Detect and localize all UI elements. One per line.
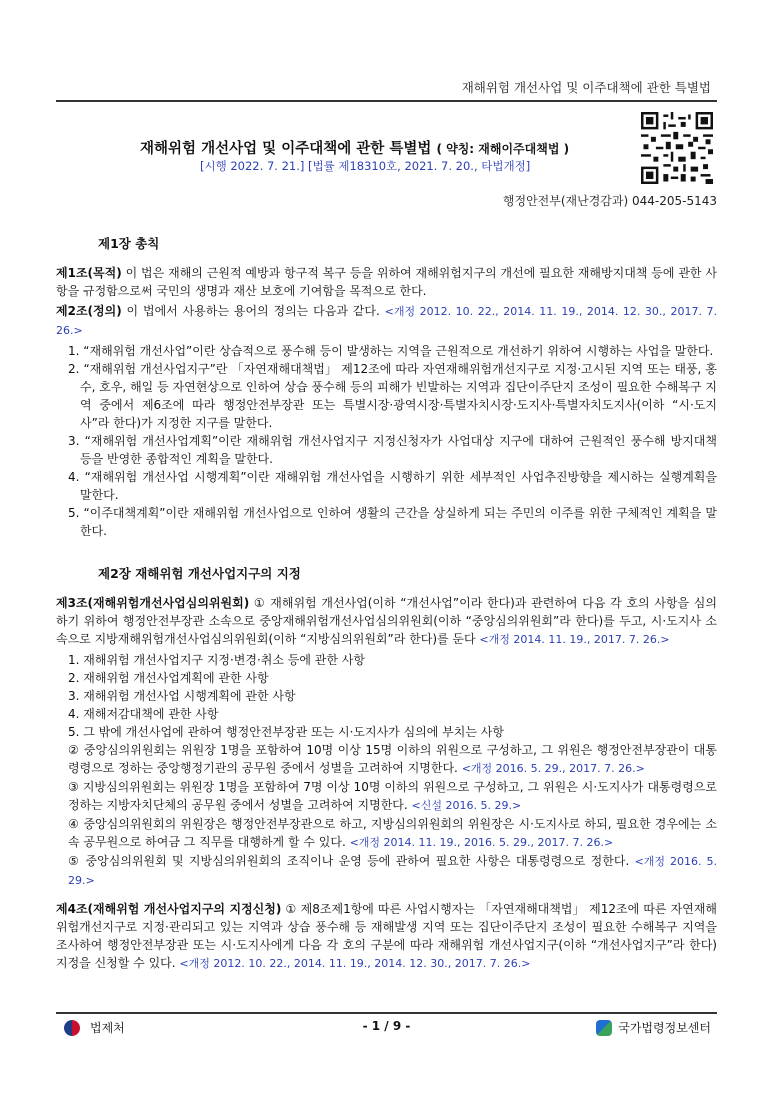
department-contact: 행정안전부(재난경감과) 044-205-5143 <box>502 194 717 208</box>
law-abbr: ( 약칭: 재해이주대책법 ) <box>436 142 570 156</box>
article-2-amend[interactable]: <개정 2012. 10. 22., 2014. 11. 19., 2014. 12. 30., 2017. 7. 26.> <box>56 305 717 337</box>
article-3-item: 5. 그 밖에 개선사업에 관하여 행정안전부장관 또는 시·도지사가 심의에 부치는 사항 <box>68 725 504 739</box>
article-3-item: 3. 재해위험 개선사업 시행계획에 관한 사항 <box>68 689 296 703</box>
article-4-amend[interactable]: <개정 2012. 10. 22., 2014. 11. 19., 2014. 12. 30., 2017. 7. 26.> <box>179 957 531 970</box>
footer-site: 국가법령정보센터 <box>618 1021 711 1035</box>
law-meta[interactable]: [시행 2022. 7. 21.] [법률 제18310호, 2021. 7. 20., 타법개정] <box>200 159 531 173</box>
article-2-item: 3. “재해위험 개선사업계획”이란 재해위험 개선사업지구 지정신청자가 사업대상 지구에 대하여 근원적인 풍수해 방지대책 등을 반영한 종합적인 계획을 말한다. <box>68 434 717 466</box>
article-3-p5-amend[interactable]: <개정 2016. 5. 29.> <box>68 855 718 887</box>
law-body <box>56 234 717 975</box>
article-1-text: 이 법은 재해의 근원적 예방과 항구적 복구 등을 위하여 재해위험지구의 개선에 필요한 재해방지대책 등에 관한 사항을 규정함으로써 국민의 생명과 재산 보호에 기여함을 목적으로 한다. <box>56 266 717 298</box>
article-3-p3-amend[interactable]: <신설 2016. 5. 29.> <box>411 799 522 812</box>
footer-rule <box>56 1012 717 1014</box>
article-2-item: 2. “재해위험 개선사업지구”란 「자연재해대책법」 제12조에 따라 자연재해위험개선지구로 지정·고시된 지역 또는 태풍, 홍수, 호우, 해일 등 자연현상으로 인하여 상습 풍수해 등의 피해가 빈발하는 지역과 집단이주단지 조성이 필요한 수해복구 지역 중에서 제6조에 따라 행정안전부장관 또는 특별시장·광역시장·특별자치시장·도지사·특별자치도지사(이하 “시·도지사”라 한다)가 지정한 지구를 말한다. <box>68 362 717 430</box>
article-3-paragraph-2: ② 중앙심의위원회는 위원장 1명을 포함하여 10명 이상 15명 이하의 위원으로 구성하고, 그 위원은 행정안전부장관이 대통령령으로 정하는 중앙행정기관의 공무원 중에서 성별을 고려하여 지명한다. <개정 2016. 5. 29., 2017. 7. 26.> <box>68 743 717 775</box>
article-1 <box>56 264 717 300</box>
article-4-head[interactable]: 제4조(재해위험 개선사업지구의 지정신청) <box>56 902 282 916</box>
article-3-paragraph-5: ⑤ 중앙심의위원회 및 지방심의위원회의 조직이나 운영 등에 관하여 필요한 사항은 대통령령으로 정한다. <개정 2016. 5. 29.> <box>68 854 718 887</box>
article-4-text: ① 제8조제1항에 따른 사업시행자는 「자연재해대책법」 제12조에 따른 자연재해위험개선지구로 지정·관리되고 있는 지역과 상습 풍수해 등 재해발생 지역 또는 집단이주단지 조성이 필요한 수해복구 지역을 조사하여 행정안전부장관 또는 시·도지사에게 다음 각 호의 구분에 따라 재해위험 개선사업지구(이하 “개선사업지구”라 한다)지정을 신청할 수 있다. <box>56 902 717 970</box>
article-3-item: 2. 재해위험 개선사업계획에 관한 사항 <box>68 671 269 685</box>
law-info-center-logo-icon <box>596 1020 612 1036</box>
article-3-p2-amend[interactable]: <개정 2016. 5. 29., 2017. 7. 26.> <box>461 762 645 775</box>
page-number: - 1 / 9 - <box>362 1019 411 1033</box>
article-4 <box>56 900 717 973</box>
article-2-head[interactable]: 제2조(정의) <box>56 304 122 318</box>
header-title: 재해위험 개선사업 및 이주대책에 관한 특별법 <box>461 80 711 95</box>
article-1-head[interactable]: 제1조(목적) <box>56 266 122 280</box>
article-2-item: 5. “이주대책계획”이란 재해위험 개선사업으로 인하여 생활의 근간을 상실하게 되는 주민의 이주를 위한 구체적인 계획을 말한다. <box>68 506 717 538</box>
article-2-item: 4. “재해위험 개선사업 시행계획”이란 재해위험 개선사업을 시행하기 위한 세부적인 사업추진방향을 제시하는 실행계획을 말한다. <box>68 470 717 502</box>
article-3-paragraph-4: ④ 중앙심의위원회의 위원장은 행정안전부장관으로 하고, 지방심의위원회의 위원장은 시·도지사로 하되, 필요한 경우에는 소속 공무원으로 하여금 그 직무를 대행하게 할 수 있다. <개정 2014. 11. 19., 2016. 5. 29., 2017. 7. 26.> <box>68 817 717 849</box>
footer-org: 법제처 <box>90 1021 125 1035</box>
article-3-paragraph-3: ③ 지방심의위원회는 위원장 1명을 포함하여 7명 이상 10명 이하의 위원으로 구성하고, 그 위원은 시·도지사가 대통령령으로 정하는 지방자치단체의 공무원 중에서 성별을 고려하여 지명한다. <신설 2016. 5. 29.> <box>68 780 717 812</box>
chapter-1-heading: 제1장 총칙 <box>98 236 160 251</box>
article-3-item: 4. 재해저감대책에 관한 사항 <box>68 707 219 721</box>
article-2-item: 1. “재해위험 개선사업”이란 상습적으로 풍수해 등이 발생하는 지역을 근원적으로 개선하기 위하여 시행하는 사업을 말한다. <box>68 344 714 358</box>
article-2-text: 이 법에서 사용하는 용어의 정의는 다음과 같다. <box>121 304 385 318</box>
header-rule <box>56 100 717 102</box>
chapter-2-heading: 제2장 재해위험 개선사업지구의 지정 <box>98 566 301 581</box>
qr-code-icon[interactable] <box>641 112 713 184</box>
article-2 <box>56 302 717 340</box>
article-3-p4-amend[interactable]: <개정 2014. 11. 19., 2016. 5. 29., 2017. 7. 26.> <box>349 836 614 849</box>
footer-right <box>596 1019 711 1036</box>
article-3-item: 1. 재해위험 개선사업지구 지정·변경·취소 등에 관한 사항 <box>68 653 365 667</box>
article-3-text: ① 재해위험 개선사업(이하 “개선사업”이라 한다)과 관련하여 다음 각 호의 사항을 심의하기 위하여 행정안전부장관 소속으로 중앙재해위험개선사업심의위원회(이하 “중앙심의위원회”라 한다)를 두고, 시·도지사 소속으로 지방재해위험개선사업심의위원회(이하 “지방심의위원회”라 한다)를 둔다 <box>56 596 717 646</box>
article-3 <box>56 594 717 649</box>
article-3-head[interactable]: 제3조(재해위험개선사업심의위원회) <box>56 596 250 610</box>
article-3-amend[interactable]: <개정 2014. 11. 19., 2017. 7. 26.> <box>479 633 670 646</box>
law-title-text: 재해위험 개선사업 및 이주대책에 관한 특별법 <box>140 141 432 157</box>
law-title <box>140 137 569 158</box>
